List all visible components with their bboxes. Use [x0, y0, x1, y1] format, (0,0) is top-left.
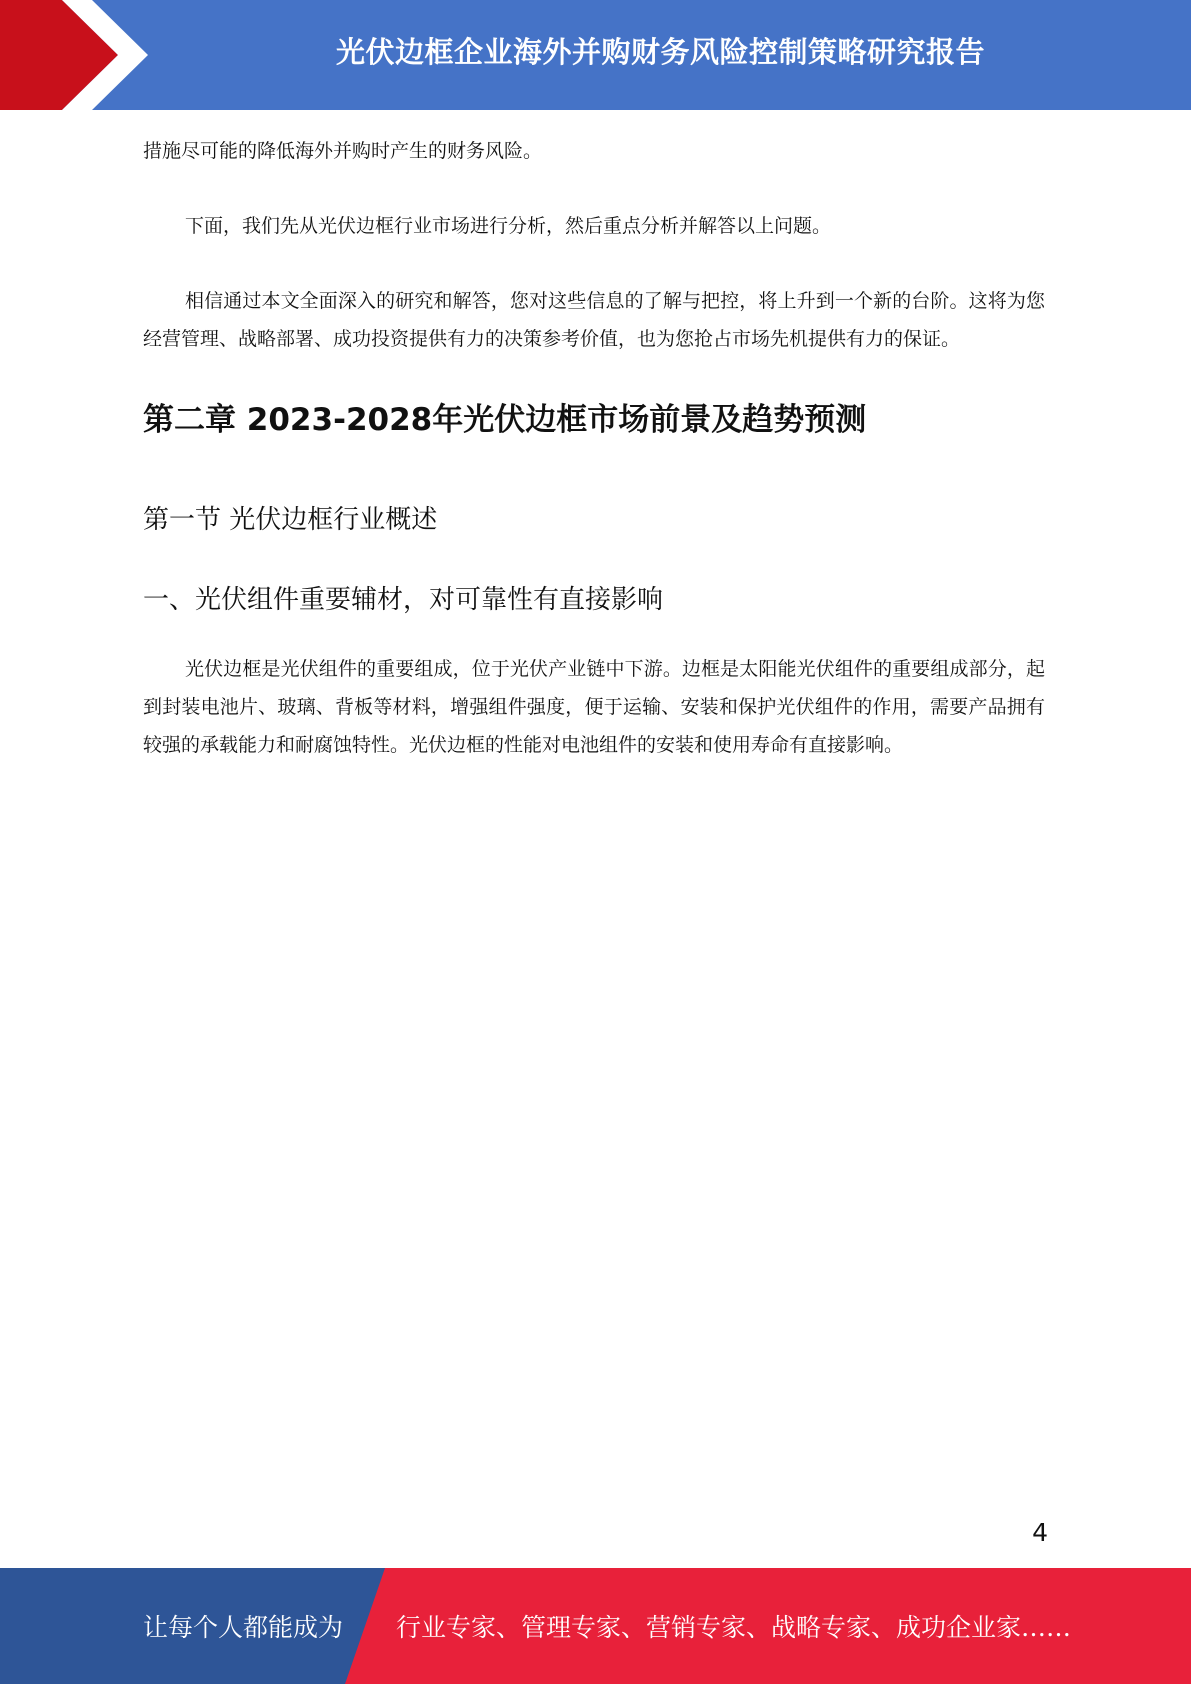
- paragraph: 光伏边框是光伏组件的重要组成，位于光伏产业链中下游。边框是太阳能光伏组件的重要组成部分，起到封装电池片、玻璃、背板等材料，增强组件强度，便于运输、安装和保护光伏组件的作用，需要产品拥有较强的承载能力和耐腐蚀特性。光伏边框的性能对电池组件的安装和使用寿命有直接影响。: [143, 658, 1045, 756]
- page-content: [143, 132, 1045, 764]
- paragraph: 措施尽可能的降低海外并购时产生的财务风险。: [143, 140, 543, 162]
- section-heading: 第一节 光伏边框行业概述: [143, 505, 438, 535]
- page-footer: [0, 1568, 1191, 1684]
- subsection-heading: 一、光伏组件重要辅材，对可靠性有直接影响: [143, 585, 664, 615]
- chapter-heading: 第二章 2023-2028年光伏边框市场前景及趋势预测: [143, 402, 867, 438]
- header-arrow-accent: [0, 0, 160, 110]
- page-header: [0, 0, 1191, 110]
- page-number: 4: [1032, 1518, 1048, 1547]
- paragraph: 相信通过本文全面深入的研究和解答，您对这些信息的了解与把控，将上升到一个新的台阶。这将为您经营管理、战略部署、成功投资提供有力的决策参考价值，也为您抢占市场先机提供有力的保证。: [143, 290, 1045, 350]
- paragraph: 下面，我们先从光伏边框行业市场进行分析，然后重点分析并解答以上问题。: [185, 215, 832, 237]
- footer-slogan-left: 让每个人都能成为: [143, 1613, 344, 1642]
- report-title: 光伏边框企业海外并购财务风险控制策略研究报告: [335, 34, 985, 69]
- footer-slogan-right: 行业专家、管理专家、营销专家、战略专家、成功企业家……: [396, 1613, 1072, 1642]
